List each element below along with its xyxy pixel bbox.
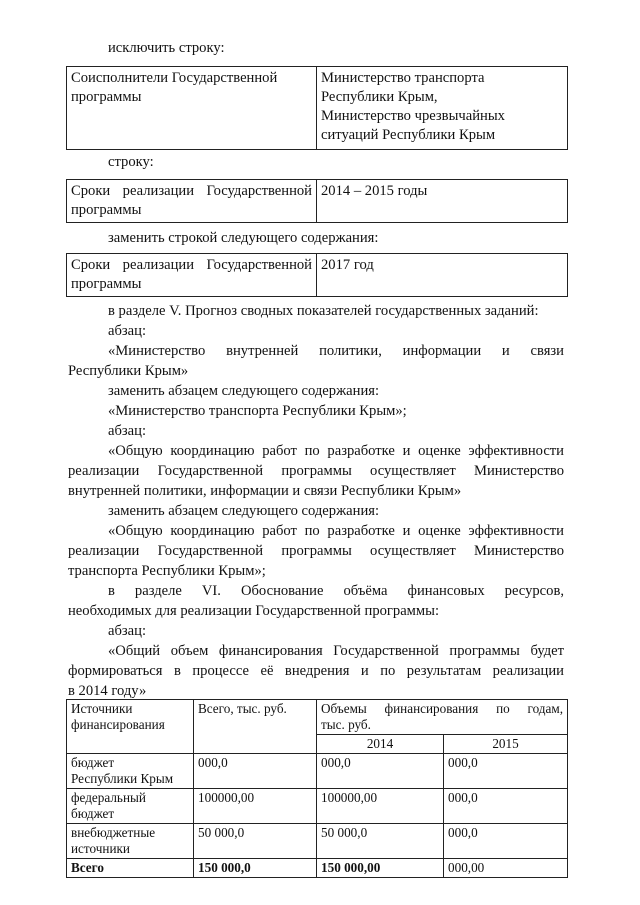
paragraph-replace-row: заменить строкой следующего содержания: bbox=[108, 230, 379, 246]
body-line: реализации Государственной программы осуществляет Министерство bbox=[68, 463, 564, 479]
cell-label: Соисполнители Государственной программы bbox=[67, 67, 317, 150]
body-line: заменить абзацем следующего содержания: bbox=[108, 383, 380, 399]
body-line: в разделе V. Прогноз сводных показателей государственных заданий: bbox=[108, 303, 539, 319]
header-year-2014: 2014 bbox=[317, 735, 444, 754]
cell-label: Сроки реализации Государственной программы bbox=[67, 254, 317, 297]
body-line: абзац: bbox=[108, 623, 147, 639]
paragraph-exclude-row: исключить строку: bbox=[108, 40, 225, 56]
body-line: реализации Государственной программы осуществляет Министерство bbox=[68, 543, 564, 559]
paragraph-row: строку: bbox=[108, 154, 154, 170]
body-line: формироваться в процессе её внедрения и по результатам реализации bbox=[68, 663, 564, 679]
header-years: Объемы финансирования по годам, тыс. руб. bbox=[317, 700, 568, 735]
table-terms-new bbox=[66, 253, 568, 297]
body-line: в разделе VI. Обоснование объёма финансовых ресурсов, bbox=[108, 583, 564, 599]
body-line: абзац: bbox=[108, 323, 147, 339]
cell-value: Министерство транспорта Республики Крым, Министерство чрезвычайных ситуаций Республики Крым bbox=[317, 67, 568, 150]
cell-value: 2017 год bbox=[317, 254, 568, 297]
header-year-2015: 2015 bbox=[444, 735, 568, 754]
body-line: внутренней политики, информации и связи Республики Крым» bbox=[68, 483, 462, 499]
body-line: транспорта Республики Крым»; bbox=[68, 563, 266, 579]
table-terms-old bbox=[66, 179, 568, 223]
body-line: «Общую координацию работ по разработке и оценке эффективности bbox=[108, 443, 564, 459]
table-row-total: Всего 150 000,0 150 000,00 000,00 bbox=[67, 859, 568, 878]
table-row: федеральный бюджет 100000,00 100000,00 000,0 bbox=[67, 789, 568, 824]
cell-label: Сроки реализации Государственной программы bbox=[67, 180, 317, 223]
header-total: Всего, тыс. руб. bbox=[194, 700, 317, 754]
body-line: «Общую координацию работ по разработке и оценке эффективности bbox=[108, 523, 564, 539]
body-line: необходимых для реализации Государственной программы: bbox=[68, 603, 440, 619]
table-row: внебюджетные источники 50 000,0 50 000,0 000,0 bbox=[67, 824, 568, 859]
body-line: «Министерство внутренней политики, информации и связи bbox=[108, 343, 564, 359]
body-line: заменить абзацем следующего содержания: bbox=[108, 503, 380, 519]
financing-table bbox=[66, 699, 568, 878]
body-line: «Общий объем финансирования Государственной программы будет bbox=[108, 643, 564, 659]
body-line: «Министерство транспорта Республики Крым»; bbox=[108, 403, 407, 419]
cell-value: 2014 – 2015 годы bbox=[317, 180, 568, 223]
table-row: бюджет Республики Крым 000,0 000,0 000,0 bbox=[67, 754, 568, 789]
body-line: абзац: bbox=[108, 423, 147, 439]
header-source: Источники финансирования bbox=[67, 700, 194, 754]
body-line: в 2014 году» bbox=[68, 683, 147, 699]
table-coexecutors bbox=[66, 66, 568, 150]
body-line: Республики Крым» bbox=[68, 363, 189, 379]
